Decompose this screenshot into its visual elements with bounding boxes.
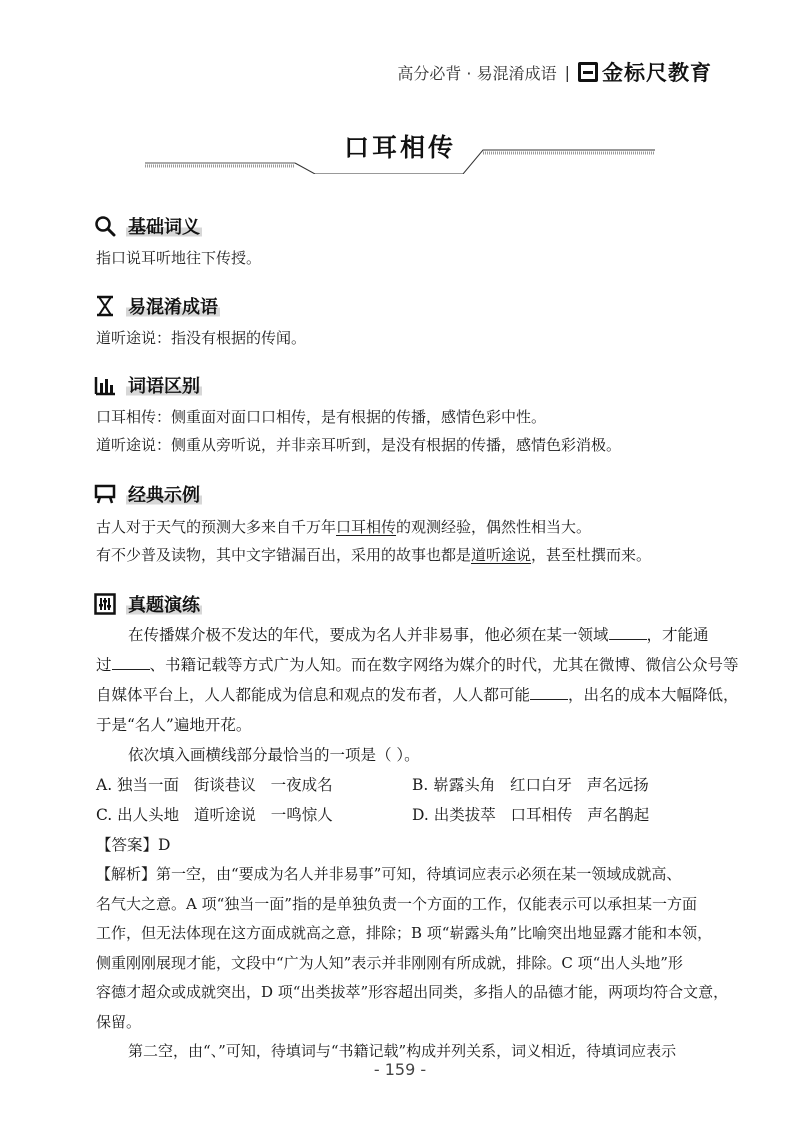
options-row-2 bbox=[96, 800, 696, 830]
example-text: 有不少普及读物，其中文字错漏百出，采用的故事也都是 bbox=[96, 546, 472, 564]
example-highlight: 口耳相传 bbox=[336, 518, 397, 536]
example-sentence-1 bbox=[96, 516, 591, 538]
passage-text: ，才能通 bbox=[646, 626, 709, 644]
difference-line-2: 道听途说：侧重从旁听说，并非亲耳听到，是没有根据的传播，感情色彩消极。 bbox=[96, 436, 622, 454]
passage-text: ，出名的成本大幅降低， bbox=[568, 686, 739, 704]
page-header bbox=[397, 60, 712, 84]
analysis-line: 名气大之意。A 项“独当一面”指的是单独负责一个方面的工作，仅能表示可以承担某一方面 bbox=[96, 894, 697, 913]
example-text: ，甚至杜撰而来。 bbox=[531, 546, 652, 564]
passage-text: 自媒体平台上，人人都能成为信息和观点的发布者，人人都可能 bbox=[96, 686, 531, 704]
difference-line-1: 口耳相传：侧重面对面口口相传，是有根据的传播，感情色彩中性。 bbox=[96, 408, 547, 426]
example-sentence-2 bbox=[96, 544, 651, 566]
section-word-difference bbox=[94, 372, 202, 398]
question-prompt: 依次填入画横线部分最恰当的一项是（ ）。 bbox=[128, 746, 420, 764]
passage-line: 于是“名人”遍地开花。 bbox=[96, 716, 252, 734]
option-b: B. 崭露头角 红口白牙 声名远扬 bbox=[412, 776, 649, 794]
bar-chart-icon bbox=[94, 374, 116, 396]
section-title: 易混淆成语 bbox=[126, 293, 220, 319]
passage-line bbox=[96, 620, 708, 650]
header-separator: | bbox=[564, 62, 570, 82]
analysis-line: 侧重刚刚展现才能，文段中“广为人知”表示并非刚刚有所成就，排除。C 项“出人头地”形 bbox=[96, 953, 683, 972]
analysis-line: 容德才超众或成就突出，D 项“出类拔萃”形容超出同类，多指人的品德才能，两项均符合文意， bbox=[96, 983, 729, 1001]
passage-line bbox=[96, 680, 739, 710]
section-title: 真题演练 bbox=[126, 591, 202, 617]
idiom-title-block bbox=[0, 128, 800, 180]
confusable-idiom-text: 道听途说：指没有根据的传闻。 bbox=[96, 329, 307, 347]
passage-text: 过 bbox=[96, 656, 112, 674]
analysis-line: 第二空，由“、”可知，待填词与“书籍记载”构成并列关系，词义相近，待填词应表示 bbox=[128, 1042, 677, 1060]
example-highlight: 道听途说 bbox=[471, 546, 532, 564]
magnifier-icon bbox=[94, 215, 116, 237]
passage-line bbox=[96, 650, 739, 680]
idiom-title: 口耳相传 bbox=[343, 133, 456, 162]
page-number: - 159 - bbox=[373, 1060, 427, 1079]
section-title: 经典示例 bbox=[126, 481, 202, 507]
example-text: 古人对于天气的预测大多来自千万年 bbox=[96, 518, 337, 536]
section-confusable-idiom bbox=[94, 293, 220, 319]
brand-name: 金标尺教育 bbox=[602, 61, 712, 85]
option-d: D. 出类拔萃 口耳相传 声名鹊起 bbox=[412, 806, 650, 824]
example-text: 的观测经验，偶然性相当大。 bbox=[396, 518, 592, 536]
basic-meaning-text: 指口说耳听地往下传授。 bbox=[96, 249, 262, 267]
header-series-title: 高分必背 · 易混淆成语 bbox=[397, 63, 557, 83]
brand-logo bbox=[578, 57, 712, 87]
analysis-line: 工作，但无法体现在这方面成就高之意，排除；B 项“崭露头角”比喻突出地显露才能和本领， bbox=[96, 924, 713, 942]
brand-logo-icon bbox=[578, 62, 598, 82]
answer-row bbox=[96, 830, 696, 860]
analysis-block bbox=[96, 860, 729, 1067]
answer: 【答案】D bbox=[96, 836, 171, 854]
section-basic-meaning bbox=[94, 213, 202, 239]
hourglass-icon bbox=[94, 295, 116, 317]
section-practice bbox=[94, 591, 202, 617]
equalizer-icon bbox=[94, 593, 116, 615]
passage-text: 在传播媒介极不发达的年代，要成为名人并非易事，他必须在某一领域 bbox=[128, 626, 609, 644]
fill-blank-2 bbox=[112, 653, 150, 670]
question-passage bbox=[96, 620, 739, 770]
option-c: C. 出人头地 道听途说 一鸣惊人 bbox=[96, 806, 333, 824]
options-row-1 bbox=[96, 770, 696, 800]
analysis-line: 保留。 bbox=[96, 1012, 142, 1031]
passage-text: 、书籍记载等方式广为人知。而在数字网络为媒介的时代，尤其在微博、微信公众号等 bbox=[149, 656, 739, 674]
fill-blank-3 bbox=[530, 683, 568, 700]
option-a: A. 独当一面 街谈巷议 一夜成名 bbox=[96, 776, 333, 794]
board-icon bbox=[94, 483, 116, 505]
fill-blank-1 bbox=[609, 623, 647, 640]
section-title: 词语区别 bbox=[126, 372, 202, 398]
analysis-line: 【解析】第一空，由“要成为名人并非易事”可知，待填词应表示必须在某一领域成就高、 bbox=[96, 865, 682, 883]
section-title: 基础词义 bbox=[126, 213, 202, 239]
section-classic-example bbox=[94, 481, 202, 507]
